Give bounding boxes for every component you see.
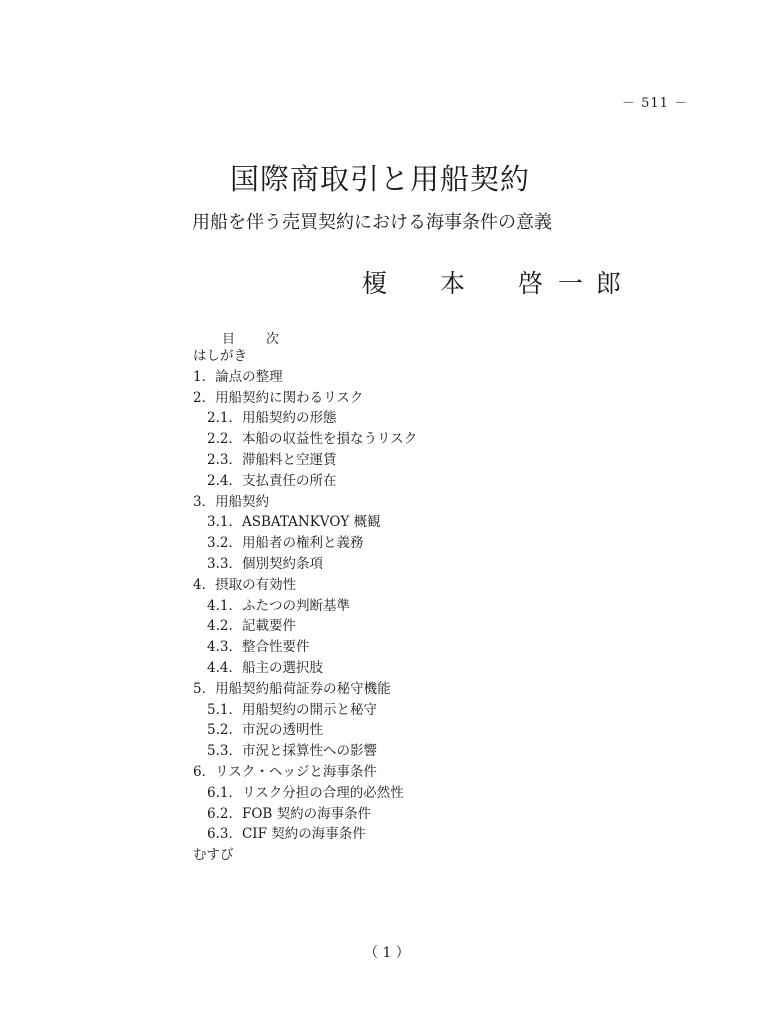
toc-entry: 6．リスク・ヘッジと海事条件 — [193, 763, 377, 780]
toc-entry: 5.2．市況の透明性 — [207, 722, 323, 739]
toc-entry: 2．用船契約に関わるリスク — [193, 389, 364, 406]
toc-heading-char: 次 — [266, 332, 280, 347]
toc-entry: 3.3．個別契約条項 — [207, 555, 323, 572]
article-subtitle: 用船を伴う売買契約における海事条件の意義 — [192, 212, 552, 233]
toc-entry: 5.3．市況と採算性への影響 — [207, 743, 377, 760]
page-number-bottom: （ 1 ） — [364, 945, 410, 961]
toc-entry: 2.1．用船契約の形態 — [207, 410, 337, 427]
toc-entry: 3．用船契約 — [193, 493, 270, 510]
author-char: 本 — [440, 269, 466, 298]
toc-entry: 5.1．用船契約の開示と秘守 — [207, 701, 377, 718]
toc-entry: むすび — [193, 847, 234, 864]
toc-entry: 5．用船契約船荷証券の秘守機能 — [193, 680, 391, 697]
toc-entry: はしがき — [193, 348, 247, 364]
toc-entry: 4.2．記載要件 — [207, 618, 296, 635]
toc-entry: 6.3．CIF 契約の海事条件 — [207, 826, 366, 843]
toc-entry: 2.4．支払責任の所在 — [207, 472, 337, 489]
toc-heading — [222, 328, 280, 347]
toc-entry: 4．摂取の有効性 — [193, 576, 297, 593]
toc-entry: 3.2．用船者の権利と義務 — [207, 535, 364, 552]
author-char: 郎 — [596, 269, 622, 298]
toc-entry: 4.3．整合性要件 — [207, 639, 310, 656]
page-number-top: － 511 － — [622, 96, 689, 111]
toc-entry: 6.1．リスク分担の合理的必然性 — [207, 784, 404, 801]
author-char: 啓 — [518, 269, 544, 298]
author-char: 榎 — [362, 269, 388, 298]
toc-entry: 2.2．本船の収益性を損なうリスク — [207, 431, 418, 448]
article-title: 国際商取引と用船契約 — [230, 162, 531, 196]
table-of-contents — [193, 346, 417, 866]
toc-entry: 4.1．ふたつの判断基準 — [207, 597, 350, 614]
toc-entry: 3.1．ASBATANKVOY 概観 — [207, 514, 381, 531]
toc-entry: 4.4．船主の選択肢 — [207, 659, 323, 676]
toc-entry: 2.3．滞船料と空運賃 — [207, 451, 337, 468]
toc-entry: 1．論点の整理 — [193, 368, 283, 385]
toc-entry: 6.2．FOB 契約の海事条件 — [207, 805, 372, 822]
author-char: 一 — [558, 269, 584, 298]
toc-heading-char: 目 — [222, 332, 236, 347]
